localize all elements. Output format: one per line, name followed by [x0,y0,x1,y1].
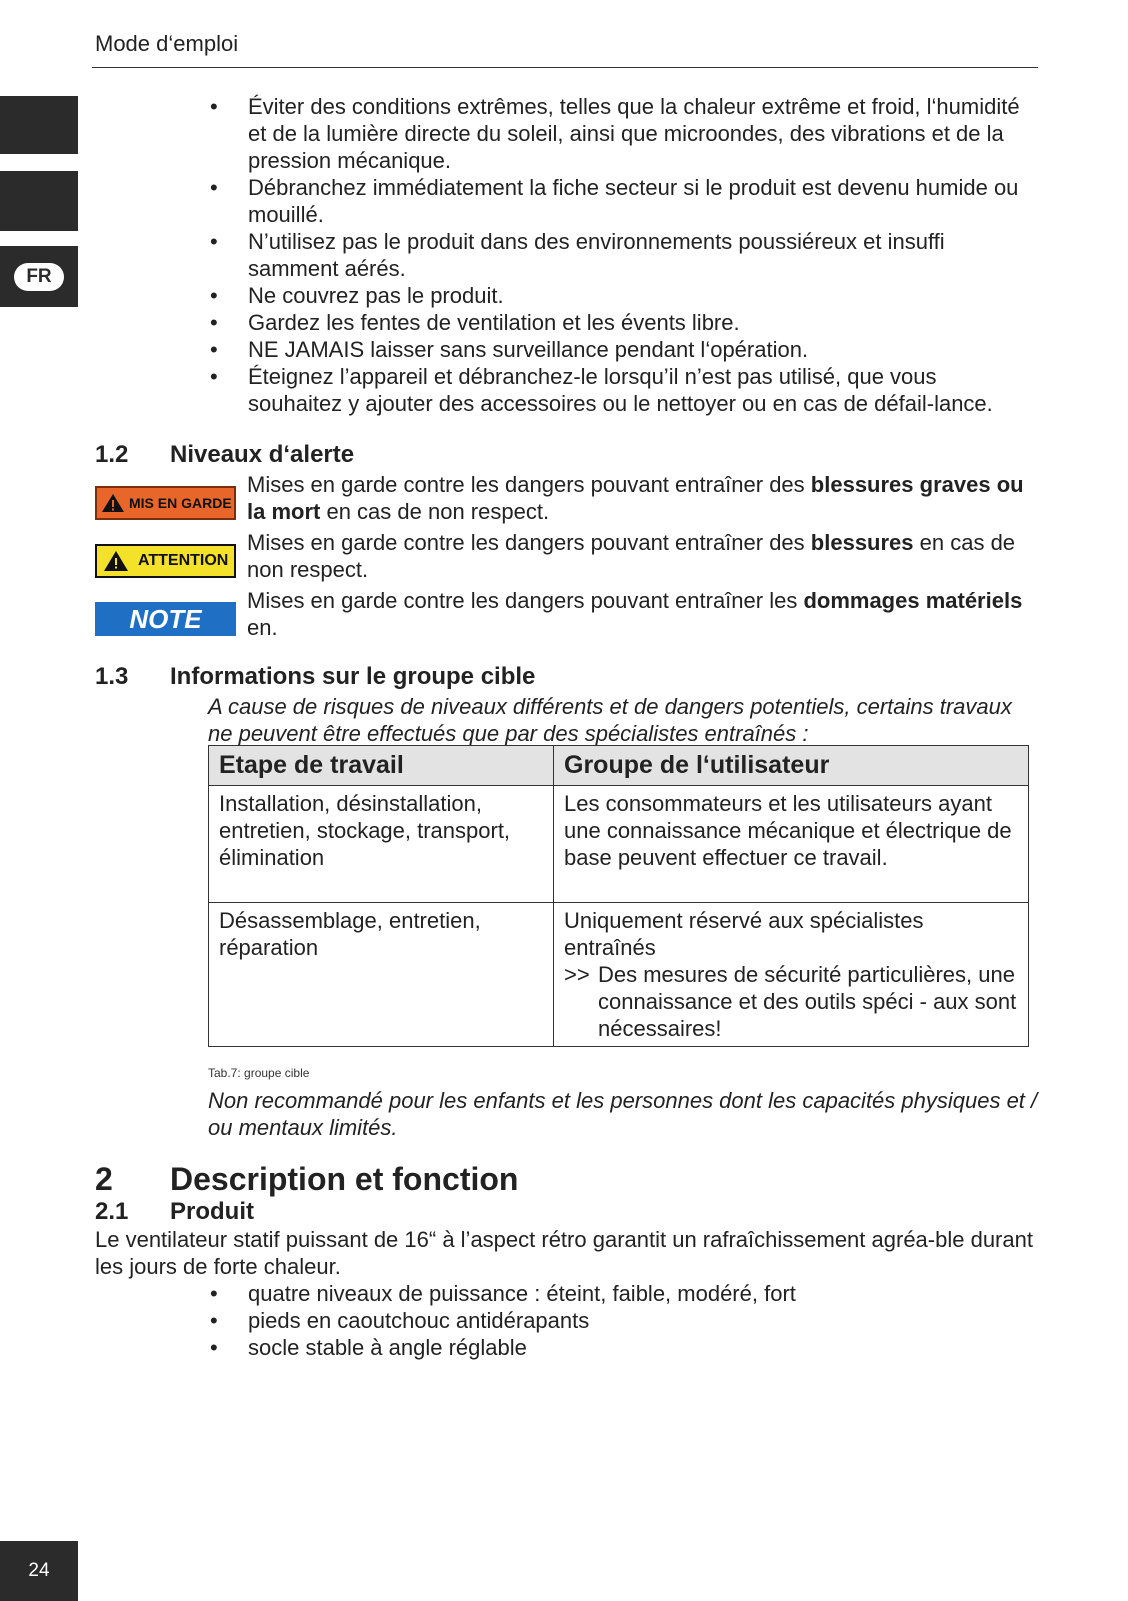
group-note [564,961,1018,1042]
chapter-number: 2 [95,1161,113,1197]
section-title: Informations sur le groupe cible [170,663,536,690]
warning-label [95,486,236,520]
page-number: 24 [28,1560,50,1581]
warning-triangle-icon [101,493,125,513]
section-title: Niveaux d‘alerte [170,441,355,468]
note-label: NOTE [95,602,236,636]
note-text-end: en. [247,615,278,640]
safety-bullet-list [205,93,1035,417]
language-badge: FR [14,263,64,291]
list-item: • pieds en caoutchouc antidérapants [205,1307,1035,1334]
table-cell-group [554,903,1029,1047]
caution-description [247,529,1037,583]
warning-text-end: en cas de non respect. [320,499,550,524]
list-item: • socle stable à angle réglable [205,1334,1035,1361]
caution-text: Mises en garde contre les dangers pouvant entraîner des [247,530,811,555]
list-item: • Ne couvrez pas le produit. [205,282,1035,309]
table-caption: Tab.7: groupe cible [208,1066,310,1080]
caution-triangle-icon [103,550,129,572]
section-title: Produit [170,1198,254,1225]
list-item: • N’utilisez pas le produit dans des environnements poussiéreux et insuffi samment aérés. [205,228,1035,282]
warning-text-emphasis: blessures graves ou la mort [247,472,1024,524]
section-number: 1.2 [95,441,129,468]
caution-label-text: ATTENTION [138,552,229,569]
group-note-text: Des mesures de sécurité particulières, une connaissance et des outils spéci - aux sont nécessaires! [598,962,1017,1041]
section-number: 1.3 [95,663,129,690]
table-cell-step: Installation, désinstallation, entretien, stockage, transport, élimination [209,786,554,903]
section-number: 2.1 [95,1198,129,1225]
warning-description [247,471,1037,525]
list-item: • quatre niveaux de puissance : éteint, faible, modéré, fort [205,1280,1035,1307]
chapter-heading-2 [95,1161,1035,1199]
warning-label-text: MIS EN GARDE [129,495,232,511]
chapter-title: Description et fonction [170,1161,519,1197]
table-cell-group: Les consommateurs et les utilisateurs ayant une connaissance mécanique et électrique de base peuvent effectuer ce travail. [554,786,1029,903]
product-description: Le ventilateur statif puissant de 16“ à l’aspect rétro garantit un rafraîchissement agréa-ble durant les jours de forte chaleur. [95,1227,1033,1279]
list-item: • NE JAMAIS laisser sans surveillance pendant l‘opération. [205,336,1035,363]
caution-text-end: en cas de non respect. [247,530,1016,582]
header-divider [92,67,1038,68]
table-header-cell: Groupe de l‘utilisateur [554,746,1029,786]
list-item: • Débranchez immédiatement la fiche secteur si le produit est devenu humide ou mouillé. [205,174,1035,228]
table-header-cell: Etape de travail [209,746,554,786]
caution-label [95,544,236,578]
side-tab-1 [0,96,78,154]
page-header-title: Mode d‘emploi [95,31,239,56]
list-item: • Éviter des conditions extrêmes, telles que la chaleur extrême et froid, l‘humidité et de la lumière directe du soleil, ainsi que microondes, des vibrations et de la pression mécanique. [205,93,1035,174]
children-note: Non recommandé pour les enfants et les personnes dont les capacités physiques et / ou mentaux limités. [208,1088,1038,1140]
table-row [209,903,1029,1047]
table-header-row [209,746,1029,786]
caution-text-emphasis: blessures [810,530,914,555]
list-item: • Éteignez l’appareil et débranchez-le lorsqu’il n’est pas utilisé, que vous souhaitez y ajouter des accessoires ou le nettoyer ou en cas de défail-lance. [205,363,1035,417]
side-tab-language [0,246,78,307]
warning-text: Mises en garde contre les dangers pouvant entraîner des [247,472,811,497]
group-text: Uniquement réservé aux spécialistes entraînés [564,908,924,960]
table-row [209,786,1029,903]
section-heading-1-3 [95,663,1035,693]
page-number-box [0,1541,78,1601]
note-text-emphasis: dommages matériels [803,588,1023,613]
note-description [247,587,1037,641]
target-group-table [208,745,1029,1047]
list-item: • Gardez les fentes de ventilation et les évents libre. [205,309,1035,336]
section-heading-1-2 [95,441,1035,471]
target-group-intro: A cause de risques de niveaux différents et de dangers potentiels, certains travaux ne peuvent être effectués que par des spécialistes entraînés : [208,694,1012,746]
table-cell-step: Désassemblage, entretien, réparation [209,903,554,1047]
side-tab-2 [0,171,78,231]
note-text: Mises en garde contre les dangers pouvant entraîner les [247,588,804,613]
arrow-marker: >> [564,962,590,987]
section-heading-2-1 [95,1198,1035,1228]
product-features-list [205,1280,1035,1361]
